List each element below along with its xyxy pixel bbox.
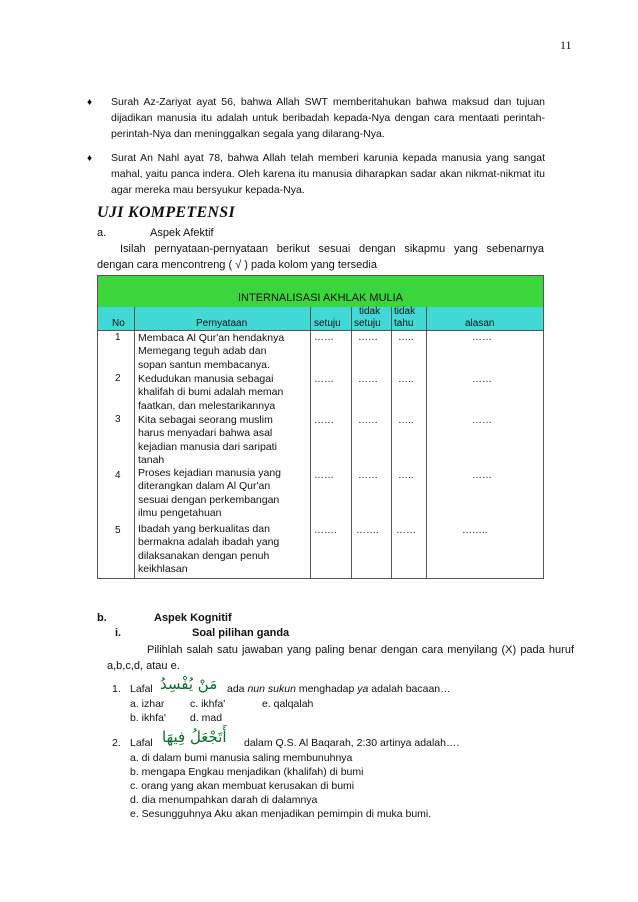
cell-tidak-setuju[interactable]: …… — [358, 332, 378, 343]
question-prefix: Lafal — [130, 683, 153, 695]
row-line: keikhlasan — [138, 562, 188, 575]
row-line: Memegang teguh adab dan — [138, 345, 267, 358]
cell-alasan[interactable]: …… — [472, 470, 492, 481]
table-row — [138, 414, 306, 467]
section-b-letter: b. — [97, 612, 107, 624]
section-a-title: Aspek Afektif — [150, 227, 214, 239]
section-heading: UJI KOMPETENSI — [97, 204, 236, 221]
row-number: 5 — [115, 525, 121, 536]
row-line: diterangkan dalam Al Qur'an — [138, 480, 271, 493]
row-divider — [97, 330, 544, 331]
row-number: 2 — [115, 373, 121, 384]
question-text-part: adalah bacaan… — [371, 683, 451, 695]
header-setuju: setuju — [314, 318, 341, 329]
section-b-title: Aspek Kognitif — [154, 612, 232, 624]
row-line: Ibadah yang berkualitas dan — [138, 523, 270, 535]
section-a-instruction: Isilah pernyataan-pernyataan berikut sesuai dengan sikapmu yang sebenarnya dengan cara mencontreng ( √ ) pada kolom yang tersedia — [97, 243, 544, 271]
header-tidak-setuju: setuju — [354, 318, 381, 329]
cell-tidak-setuju[interactable]: …… — [358, 374, 378, 385]
option-c[interactable]: c. orang yang akan membuat kerusakan di bumi — [130, 780, 355, 792]
table-row — [138, 373, 306, 413]
option-e[interactable]: e. qalqalah — [262, 698, 314, 710]
row-line: faatkan, dan melestarikannya — [138, 399, 276, 412]
question-number: 1. — [112, 683, 121, 695]
row-line: bermakna adalah ibadah yang — [138, 536, 280, 549]
row-line: ilmu pengetahuan — [138, 506, 222, 519]
question-text: dalam Q.S. Al Baqarah, 2:30 artinya adalah…. — [244, 737, 460, 749]
option-d[interactable]: d. dia menumpahkan darah di dalamnya — [130, 794, 318, 806]
header-tidak-setuju: tidak — [359, 306, 381, 317]
cell-setuju[interactable]: …… — [314, 332, 334, 343]
row-line: kejadian manusia dari saripati — [138, 440, 277, 453]
section-b-sub-letter: i. — [115, 627, 122, 639]
option-d[interactable]: d. mad — [190, 712, 223, 724]
section-a-letter: a. — [97, 227, 107, 239]
row-line: dilaksanakan dengan penuh — [138, 549, 270, 562]
option-b[interactable]: b. ikhfa' — [130, 712, 166, 724]
cell-tidak-tahu[interactable]: ….. — [398, 374, 414, 385]
cell-alasan[interactable]: …… — [472, 415, 492, 426]
col-divider — [351, 307, 352, 579]
table-row — [138, 467, 306, 520]
cell-tidak-setuju[interactable]: …… — [358, 415, 378, 426]
question-italic: ya — [357, 683, 369, 695]
header-no: No — [112, 318, 125, 329]
cell-setuju[interactable]: …… — [314, 415, 334, 426]
bullet-item — [87, 150, 545, 198]
table-row — [138, 332, 306, 372]
option-a[interactable]: a. di dalam bumi manusia saling membunuhnya — [130, 752, 353, 764]
question-text-part: ada — [227, 683, 245, 695]
option-c[interactable]: c. ikhfa' — [190, 698, 226, 710]
option-e[interactable]: e. Sesungguhnya Aku akan menjadikan pemimpin di muka bumi. — [130, 808, 432, 820]
row-line: Membaca Al Qur'an hendaknya — [138, 332, 285, 344]
diamond-bullet-icon: ♦ — [87, 97, 93, 108]
diamond-bullet-icon: ♦ — [87, 153, 93, 164]
cell-tidak-tahu[interactable]: ….. — [398, 470, 414, 481]
col-divider — [134, 307, 135, 579]
question-number: 2. — [112, 737, 121, 749]
bullet-item — [87, 94, 545, 142]
option-b[interactable]: b. mengapa Engkau menjadikan (khalifah) di bumi — [130, 766, 364, 778]
cell-alasan[interactable]: …… — [472, 332, 492, 343]
header-tidak-tahu: tidak — [394, 306, 416, 317]
row-line — [138, 373, 306, 386]
question-prefix: Lafal — [130, 737, 153, 749]
cell-tidak-tahu[interactable]: ….. — [398, 415, 414, 426]
cell-tidak-setuju[interactable]: …… — [358, 470, 378, 481]
cell-setuju[interactable]: ……. — [314, 525, 337, 536]
cell-tidak-tahu[interactable]: ….. — [398, 332, 414, 343]
cell-tidak-tahu[interactable]: …… — [396, 525, 416, 536]
section-b-instruction: Pilihlah salah satu jawaban yang paling benar dengan cara menyilang (X) pada huruf a,b,c,d, atau e. — [107, 644, 574, 672]
row-line: sopan santun membacanya. — [138, 358, 270, 371]
question-italic: nun sukun — [247, 683, 296, 695]
header-alasan: alasan — [465, 318, 495, 329]
row-number: 3 — [115, 414, 121, 425]
arabic-calligraphy: مَنْ يُفْسِدُ — [160, 675, 218, 693]
row-number: 4 — [115, 470, 121, 481]
cell-setuju[interactable]: …… — [314, 470, 334, 481]
arabic-calligraphy: أَتَجْعَلُ فِيهَا — [162, 728, 227, 746]
question-text — [227, 682, 451, 696]
cell-setuju[interactable]: …… — [314, 374, 334, 385]
cell-alasan[interactable]: …… — [472, 374, 492, 385]
row-line: khalifah di bumi adalah meman — [138, 386, 284, 399]
col-divider — [310, 307, 311, 579]
header-pernyataan: Pernyataan — [196, 318, 248, 329]
row-line: Kita sebagai seorang muslim — [138, 414, 273, 426]
bullet-text: Surat An Nahl ayat 78, bahwa Allah telah memberi karunia kepada manusia yang sangat mahal, yaitu panca indera. Oleh karena itu manusia diharapkan sadar akan nikmat-nikmat itu agar mereka mau bersyukur kepada-Nya. — [111, 152, 545, 196]
row-number: 1 — [115, 332, 121, 343]
col-divider — [391, 307, 392, 579]
row-line: Proses kejadian manusia yang — [138, 467, 282, 479]
row-line: tanah — [138, 453, 165, 466]
bullet-text: Surah Az-Zariyat ayat 56, bahwa Allah SWT memberitahukan bahwa maksud dan tujuan dijadikan manusia itu adalah untuk beribadah kepada-Nya dengan cara mentaati perintah-perintah-Nya dan meninggalkan segala yang dilarang-Nya. — [111, 96, 545, 140]
row-line: harus menyadari bahwa asal — [138, 427, 273, 440]
cell-alasan[interactable]: …….. — [462, 525, 488, 536]
row-line-text: Kedudukan manusia sebagai — [138, 373, 274, 385]
table-row — [138, 523, 306, 576]
col-divider — [426, 307, 427, 579]
section-b-sub-title: Soal pilihan ganda — [192, 627, 290, 639]
header-tidak-tahu: tahu — [394, 318, 414, 329]
option-a[interactable]: a. izhar — [130, 698, 165, 710]
table-title: INTERNALISASI AKHLAK MULIA — [237, 292, 404, 304]
page-number: 11 — [560, 38, 572, 52]
row-line: sesuai dengan perkembangan — [138, 493, 280, 506]
question-text-part: menghadap — [298, 683, 355, 695]
cell-tidak-setuju[interactable]: ……. — [356, 525, 379, 536]
